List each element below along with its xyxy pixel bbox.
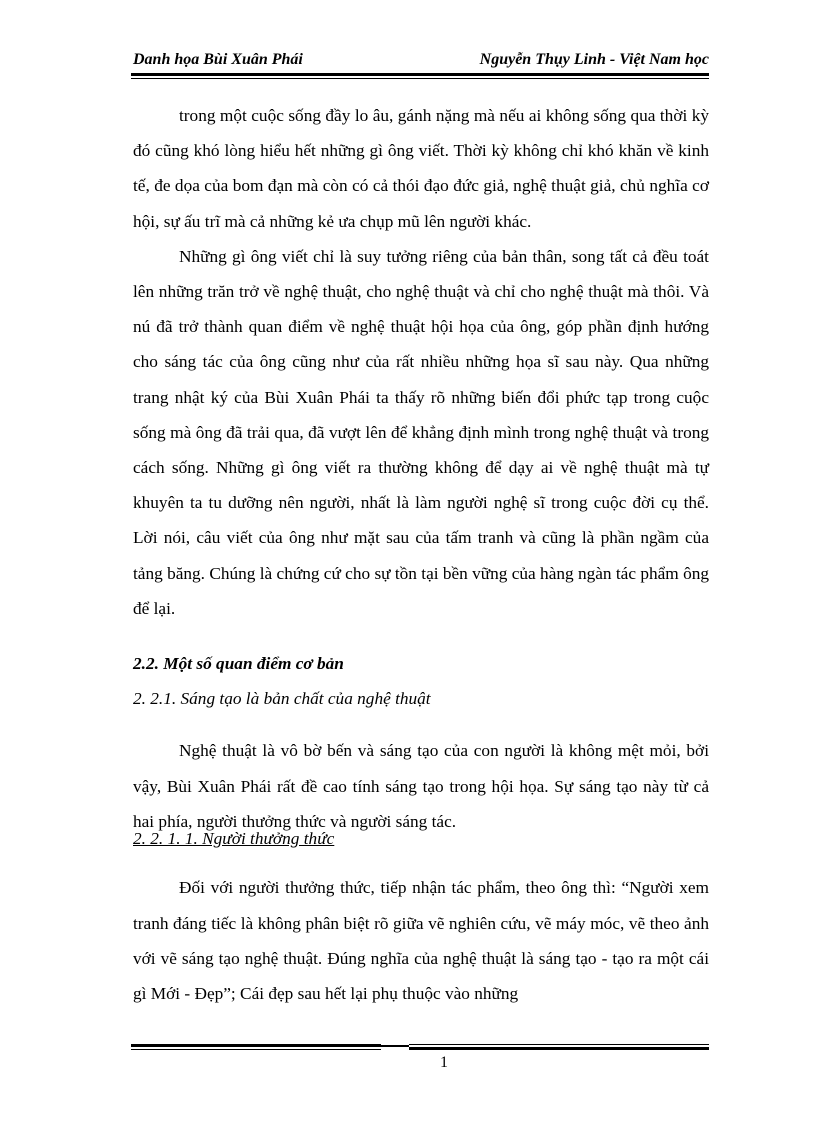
header-rule	[131, 73, 709, 76]
subsection-heading: 2. 2.1. Sáng tạo là bản chất của nghệ thuật	[133, 689, 431, 708]
section-heading: 2.2. Một số quan điểm cơ bản	[133, 654, 344, 673]
header-author: Nguyễn Thụy Linh - Việt Nam học	[479, 51, 709, 68]
footer-rule-right-thin	[409, 1044, 709, 1045]
page-number: 1	[440, 1054, 448, 1071]
paragraph-4: Đối với người thưởng thức, tiếp nhận tác phẩm, theo ông thì: “Người xem tranh đáng tiếc là không phân biệt rõ giữa vẽ nghiên cứu, vẽ máy móc, vẽ theo ảnh với vẽ sáng tạo nghệ thuật. Đúng nghĩa của nghệ thuật là sáng tạo - tạo ra một cái gì Mới - Đẹp”; Cái đẹp sau hết lại phụ thuộc vào những	[133, 878, 709, 1003]
header-title: Danh họa Bùi Xuân Phái	[133, 51, 303, 68]
running-header	[131, 51, 709, 73]
paragraph-1: trong một cuộc sống đầy lo âu, gánh nặng mà nếu ai không sống qua thời kỳ đó cũng khó lòng hiểu hết những gì ông viết. Thời kỳ không chỉ khó khăn về kinh tế, đe dọa của bom đạn mà còn có cả thói đạo đức giả, nghệ thuật giả, chủ nghĩa cơ hội, sự ấu trĩ mà cả những kẻ ưa chụp mũ lên người khác.	[133, 106, 709, 231]
body-text	[133, 98, 709, 626]
subsubsection-body	[133, 853, 709, 1028]
footer-rule-mid	[381, 1045, 409, 1047]
footer-rule	[131, 1044, 381, 1047]
footer-rule-right-thick	[409, 1047, 709, 1050]
footer-rule-thin	[131, 1049, 381, 1050]
header-rule-thin	[131, 78, 709, 79]
paragraph-2: Những gì ông viết chỉ là suy tưởng riêng của bản thân, song tất cả đều toát lên những trăn trở về nghệ thuật, cho nghệ thuật và chỉ cho nghệ thuật mà thôi. Và nú đã trở thành quan điểm về nghệ thuật hội họa của ông, góp phần định hướng cho sáng tác của ông cũng như của rất nhiều những họa sĩ sau này. Qua những trang nhật ký của Bùi Xuân Phái ta thấy rõ những biến đổi phức tạp trong cuộc sống mà ông đã trải qua, đã vượt lên để khẳng định mình trong nghệ thuật và trong cách sống. Những gì ông viết ra thường không để dạy ai về nghệ thuật mà tự khuyên ta tu dưỡng nên người, nhất là làm người nghệ sĩ trong cuộc đời cụ thể. Lời nói, câu viết của ông như mặt sau của tấm tranh và cũng là phần ngầm của tảng băng. Chúng là chứng cứ cho sự tồn tại bền vững của hàng ngàn tác phẩm ông để lại.	[133, 246, 709, 618]
paragraph-3: Nghệ thuật là vô bờ bến và sáng tạo của con người là không mệt mỏi, bởi vậy, Bùi Xuân Phái rất đề cao tính sáng tạo trong hội họa. Sự sáng tạo này từ cả hai phía, người thưởng thức và người sáng tác.	[133, 741, 709, 831]
subsubsection-heading: 2. 2. 1. 1. Người thưởng thức	[133, 829, 335, 848]
